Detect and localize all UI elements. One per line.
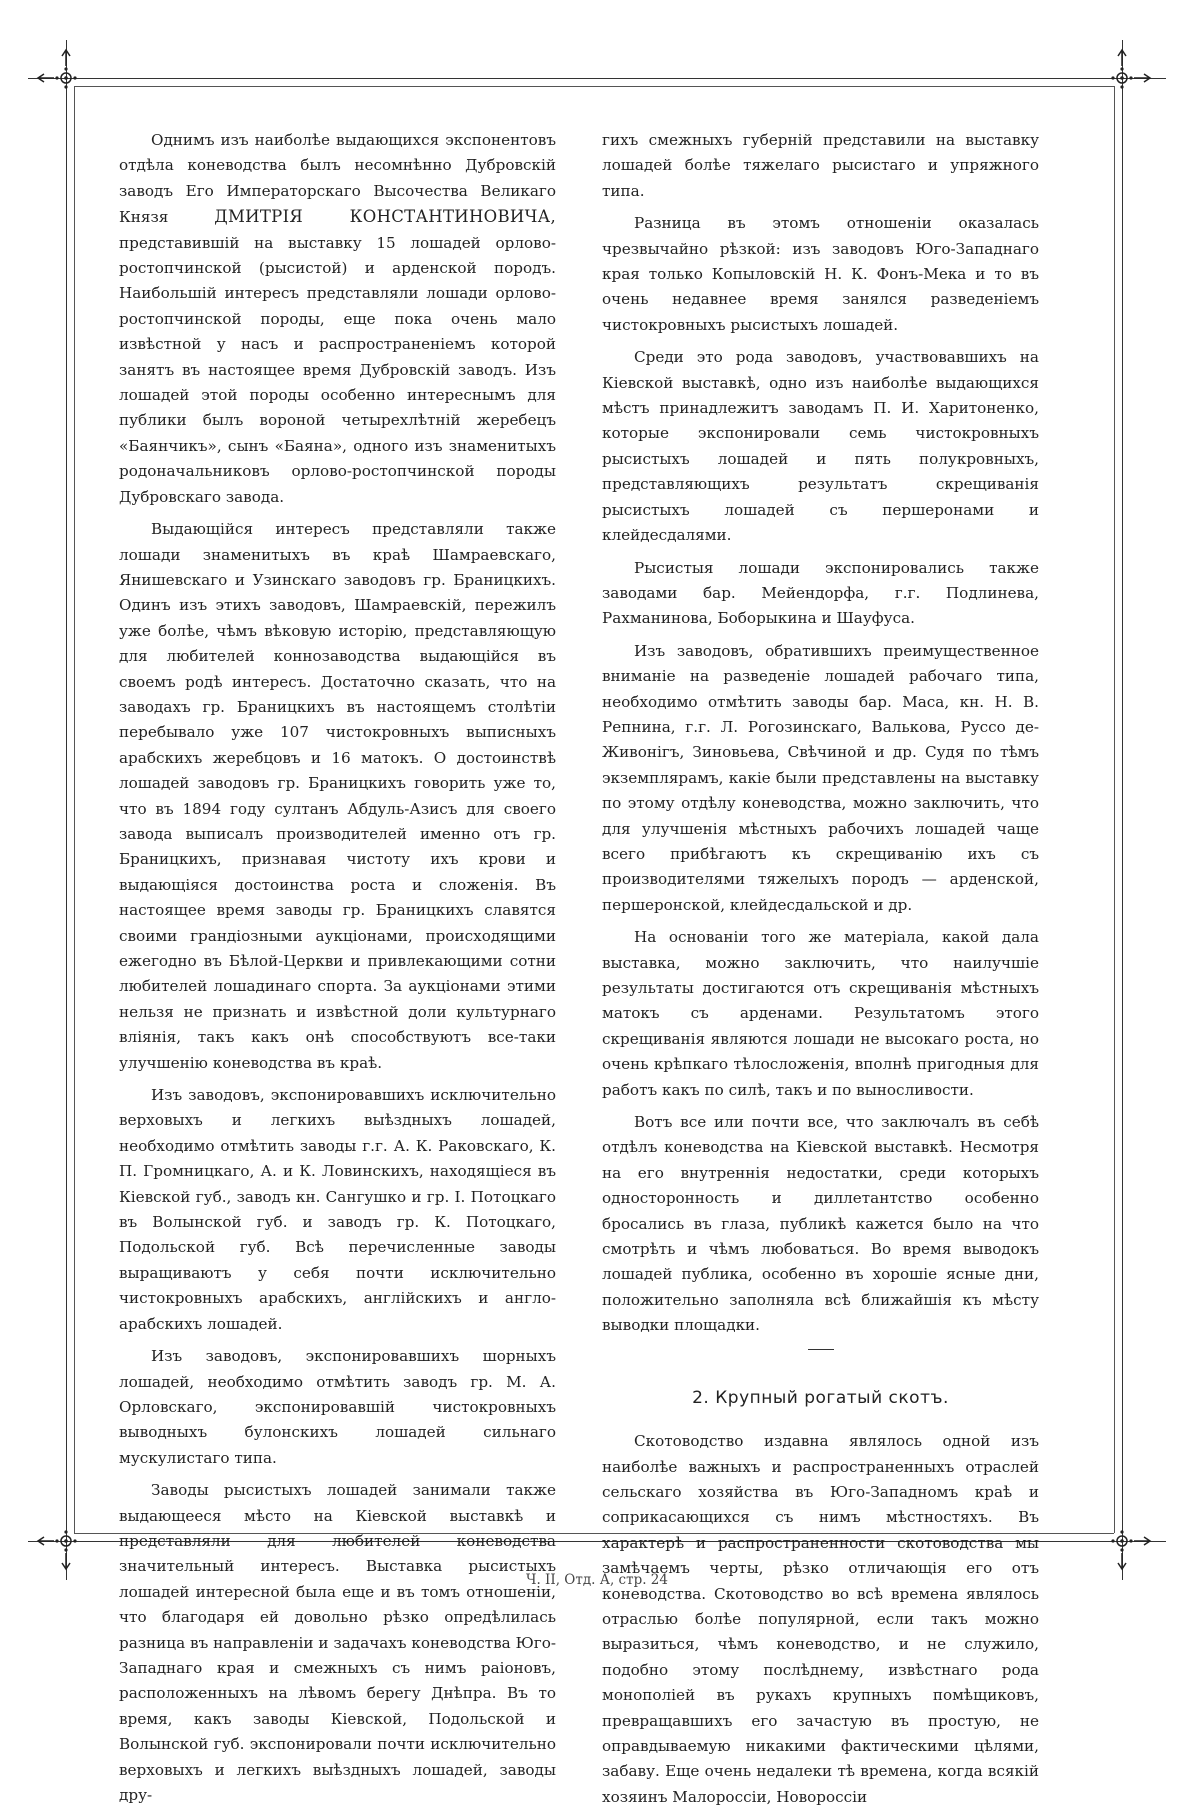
paragraph: На основаніи того же матеріала, какой дала выставка, можно заключить, что наилучшіе результаты достигаются отъ скрещиванія мѣстныхъ матокъ съ арденами. Результатомъ этого скрещиванія являются лошади не высокаго роста, но очень крѣпкаго тѣлосложенія, вполнѣ пригодныя для работъ какъ по силѣ, такъ и по выносливости. [602, 928, 1039, 1099]
frame-inner-right-border [1114, 86, 1115, 1533]
corner-ornament-bottom-right-icon [1092, 1511, 1152, 1571]
corner-ornament-top-right-icon [1092, 48, 1152, 108]
paragraph: Заводы рысистыхъ лошадей занимали также выдающееся мѣсто на Кіевской выставкѣ и представляли для любителей коневодства значительный интересъ. Выставка рысистыхъ лошадей интересной была еще и въ томъ отношеніи, что благодаря ей довольно рѣзко опредѣлилась разница въ направленіи и задачахъ коневодства Юго-Западнаго края и смежныхъ съ нимъ раіоновъ, расположенныхъ на лѣвомъ берегу Днѣпра. Въ то время, какъ заводы Кіевской, Подольской и Волынской губ. экспонировали почти исключительно верховыхъ и легкихъ выѣздныхъ лошадей, заводы дру- [119, 1481, 556, 1804]
paragraph: Среди это рода заводовъ, участвовавшихъ на Кіевской выставкѣ, одно изъ наиболѣе выдающихся мѣстъ принадлежитъ заводамъ П. И. Харитоненко, которые экспонировали семь чистокровныхъ рысистыхъ лошадей и пять полукровныхъ, представляющихъ результатъ скрещиванія рысистыхъ лошадей съ першеронами и клейдесдалями. [602, 348, 1039, 545]
paragraph: Изъ заводовъ, обратившихъ преимущественное вниманіе на разведеніе лошадей рабочаго типа, необходимо отмѣтить заводы бар. Маса, кн. Н. В. Репнина, г.г. Л. Рогозинскаго, Валькова, Руссо де-Живонігъ, Зиновьева, Свѣчиной и др. Судя по тѣмъ экземплярамъ, какіе были представлены на выставку по этому отдѣлу коневодства, можно заключить, что для улучшенія мѣстныхъ рабочихъ лошадей чаще всего прибѣгаютъ къ скрещиванію ихъ съ производителями тяжелыхъ породъ — арденской, першеронской, клейдесдальской и др. [602, 641, 1039, 914]
frame-inner-top-border [74, 86, 1114, 87]
page-footer: Ч. II, Отд. А, стр. 24 [526, 1572, 668, 1588]
grand-duke-name: ДМИТРІЯ КОНСТАНТИНОВИЧА, [214, 207, 556, 227]
frame-right-border [1122, 40, 1123, 1580]
paragraph: Изъ заводовъ, экспонировавшихъ исключительно верховыхъ и легкихъ выѣздныхъ лошадей, необходимо отмѣтить заводы г.г. А. К. Раковскаго, К. П. Громницкаго, А. и К. Ловинскихъ, находящіеся въ Кіевской губ., заводъ кн. Сангушко и гр. І. Потоцкаго въ Волынской губ. и заводъ гр. К. Потоцкаго, Подольской губ. Всѣ перечисленные заводы выращиваютъ у себя почти исключительно чистокровныхъ арабскихъ, англійскихъ и англо-арабскихъ лошадей. [119, 1086, 556, 1333]
paragraph-text: Однимъ изъ наиболѣе выдающихся экспонентовъ отдѣла коневодства былъ несомнѣнно Дубровскій заводъ Его Императорскаго Высочества Великаго Князя [119, 131, 556, 227]
paragraph-text: представившій на выставку 15 лошадей орлово-ростопчинской (рысистой) и арденской породъ. Наибольшій интересъ представляли лошади орлово-ростопчинской породы, еще пока очень мало извѣстной у насъ и распространеніемъ которой занятъ въ настоящее время Дубровскій заводъ. Изъ лошадей этой породы особенно интереснымъ для публики былъ вороной четырехлѣтній жеребецъ «Баянчикъ», сынъ «Баяна», одного изъ знаменитыхъ родоначальниковъ орлово-ростопчинской породы Дубровскаго завода. [119, 233, 556, 506]
paragraph: Изъ заводовъ, экспонировавшихъ шорныхъ лошадей, необходимо отмѣтить заводъ гр. М. А. Орловскаго, экспонировавшій чистокровныхъ выводныхъ булонскихъ лошадей сильнаго мускулистаго типа. [119, 1347, 556, 1467]
corner-ornament-top-left-icon [36, 48, 96, 108]
frame-top-border [28, 78, 1166, 79]
left-column [119, 128, 556, 1815]
corner-ornament-bottom-left-icon [36, 1511, 96, 1571]
paragraph: Скотоводство издавна являлось одной изъ наиболѣе важныхъ и распространенныхъ отраслей сельскаго хозяйства въ Юго-Западномъ краѣ и соприкасающихся съ нимъ мѣстностяхъ. Въ характерѣ и распространенности скотоводства мы замѣчаемъ черты, рѣзко отличающія его отъ коневодства. Скотоводство во всѣ времена являлось отраслью болѣе популярной, если такъ можно выразиться, чѣмъ коневодство, и не служило, подобно этому послѣднему, извѣстнаго рода монополіей въ рукахъ крупныхъ помѣщиковъ, превращавшихъ его зачастую въ простую, не оправдываемую никакими фактическими цѣлями, забаву. Еще очень недалеки тѣ времена, когда всякій хозяинъ Малороссіи, Новороссіи [602, 1432, 1039, 1806]
paragraph: Выдающійся интересъ представляли также лошади знаменитыхъ въ краѣ Шамраевскаго, Янишевскаго и Узинскаго заводовъ гр. Браницкихъ. Одинъ изъ этихъ заводовъ, Шамраевскій, пережилъ уже болѣе, чѣмъ вѣковую исторію, представляющую для любителей коннозаводства выдающійся въ своемъ родѣ интересъ. Достаточно сказать, что на заводахъ гр. Браницкихъ въ настоящемъ столѣтіи перебывало уже 107 чистокровныхъ выписныхъ арабскихъ жеребцовъ и 16 матокъ. О достоинствѣ лошадей заводовъ гр. Браницкихъ говорить уже то, что въ 1894 году султанъ Абдуль-Азисъ для своего завода выписалъ производителей именно отъ гр. Браницкихъ, признавая чистоту ихъ крови и выдающіяся достоинства роста и сложенія. Въ настоящее время заводы гр. Браницкихъ славятся своими грандіозными аукціонами, происходящими ежегодно въ Бѣлой-Церкви и привлекающими сотни любителей лошадинаго спорта. За аукціонами этими нельзя не признать и извѣстной доли культурнаго вліянія, такъ какъ онѣ способствуютъ все-таки улучшенію коневодства въ краѣ. [119, 520, 556, 1072]
section-title: 2. Крупный рогатый скотъ. [692, 1387, 949, 1408]
paragraph: Разница въ этомъ отношеніи оказалась чрезвычайно рѣзкой: изъ заводовъ Юго-Западнаго края только Копыловскій Н. К. Фонъ-Мека и то въ очень недавнее время занялся разведеніемъ чистокровныхъ рысистыхъ лошадей. [602, 214, 1039, 334]
paragraph: Вотъ все или почти все, что заключалъ въ себѣ отдѣлъ коневодства на Кіевской выставкѣ. Несмотря на его внутреннія недостатки, среди которыхъ односторонность и диллетантство особенно бросались въ глаза, публикѣ кажется было на что смотрѣть и чѣмъ любоваться. Во время выводокъ лошадей публика, особенно въ хорошіе ясные дни, положительно заполняла всѣ ближайшія къ мѣсту выводки площадки. [602, 1113, 1039, 1335]
frame-inner-left-border [74, 86, 75, 1533]
frame-left-border [66, 40, 67, 1580]
right-column [602, 128, 1039, 1817]
section-separator [808, 1349, 834, 1350]
paragraph [119, 128, 556, 510]
paragraph: Рысистыя лошади экспонировались также заводами бар. Мейендорфа, г.г. Подлинева, Рахманинова, Боборыкина и Шауфуса. [602, 558, 1039, 628]
paragraph: гихъ смежныхъ губерній представили на выставку лошадей болѣе тяжелаго рысистаго и упряжного типа. [602, 131, 1039, 200]
